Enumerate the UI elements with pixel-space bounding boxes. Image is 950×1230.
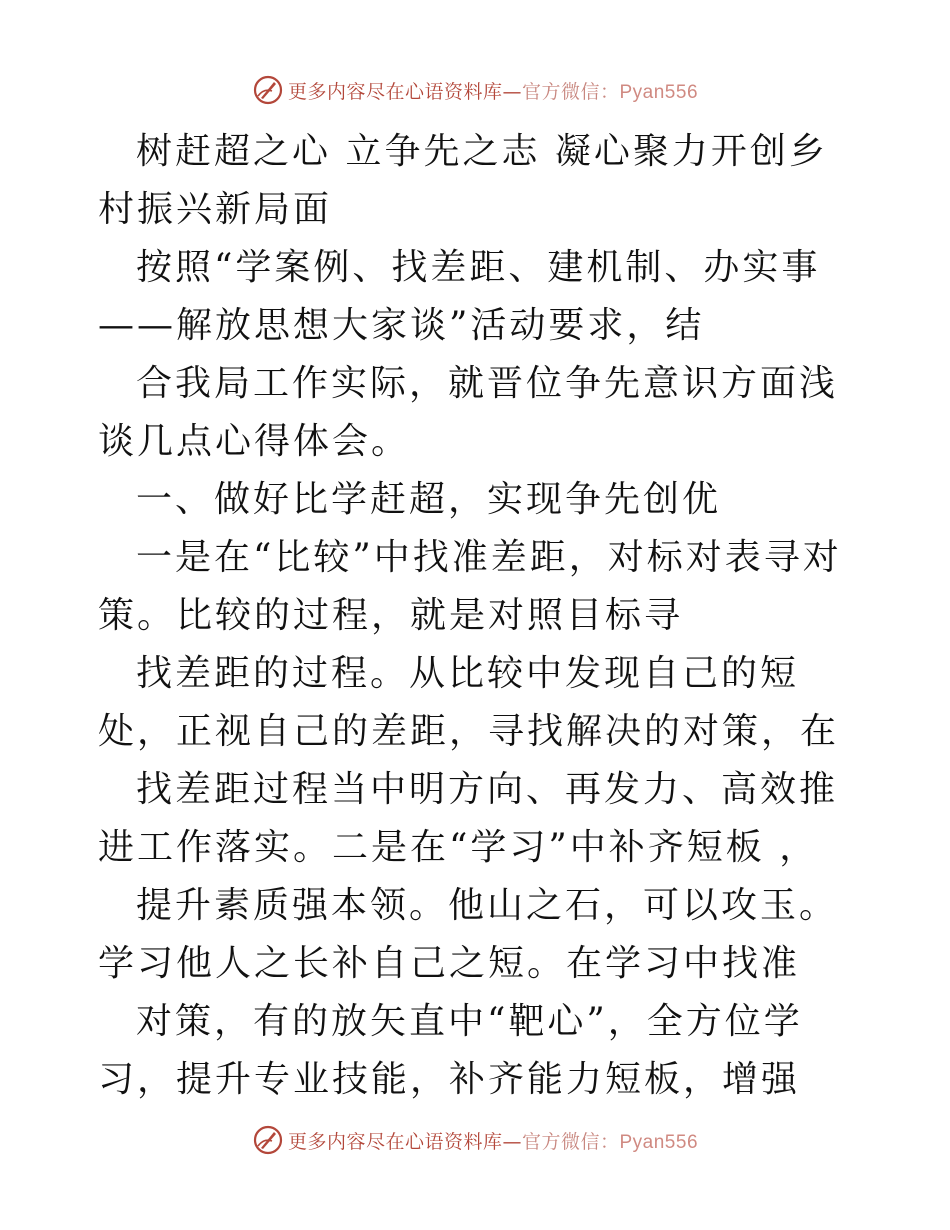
watermark-dash: —: [502, 1130, 522, 1153]
watermark-id: Pyan556: [619, 1131, 699, 1153]
doc-paragraph: 一是在“比较”中找准差距，对标对表寻对策。比较的过程，就是对照目标寻: [98, 537, 842, 636]
watermark-banner-top: [0, 72, 950, 108]
document-body: [98, 123, 854, 1109]
watermark-wechat: 官方微信：: [521, 80, 620, 103]
watermark-wechat: 官方微信：: [521, 1130, 620, 1153]
quill-logo-icon: [252, 74, 284, 106]
doc-paragraph: 找差距过程当中明方向、再发力、高效推进工作落实。二是在“学习”中补齐短板 ，: [98, 769, 839, 868]
watermark-id: Pyan556: [619, 81, 699, 103]
quill-logo-icon: [252, 1124, 284, 1156]
watermark-text: [288, 77, 698, 104]
doc-title: 树赶超之心 立争先之志 凝心聚力开创乡村振兴新局面: [98, 131, 828, 230]
doc-paragraph: 提升素质强本领。他山之石，可以攻玉。学习他人之长补自己之短。在学习中找准: [98, 885, 839, 984]
doc-paragraph: 合我局工作实际，就晋位争先意识方面浅谈几点心得体会。: [98, 363, 839, 462]
doc-paragraph: 对策，有的放矢直中“靶心”，全方位学习，提升专业技能，补齐能力短板，增强: [98, 1001, 803, 1100]
watermark-banner-bottom: [0, 1122, 950, 1158]
doc-heading: 一、做好比学赶超，实现争先创优: [136, 479, 722, 520]
doc-paragraph: 按照“学案例、找差距、建机制、办实事——解放思想大家谈”活动要求，结: [98, 247, 821, 346]
watermark-text: [288, 1127, 698, 1154]
doc-paragraph: 找差距的过程。从比较中发现自己的短处，正视自己的差距，寻找解决的对策，在: [98, 653, 840, 752]
watermark-main: 更多内容尽在心语资料库: [287, 80, 503, 103]
watermark-dash: —: [502, 80, 522, 103]
watermark-main: 更多内容尽在心语资料库: [287, 1130, 503, 1153]
